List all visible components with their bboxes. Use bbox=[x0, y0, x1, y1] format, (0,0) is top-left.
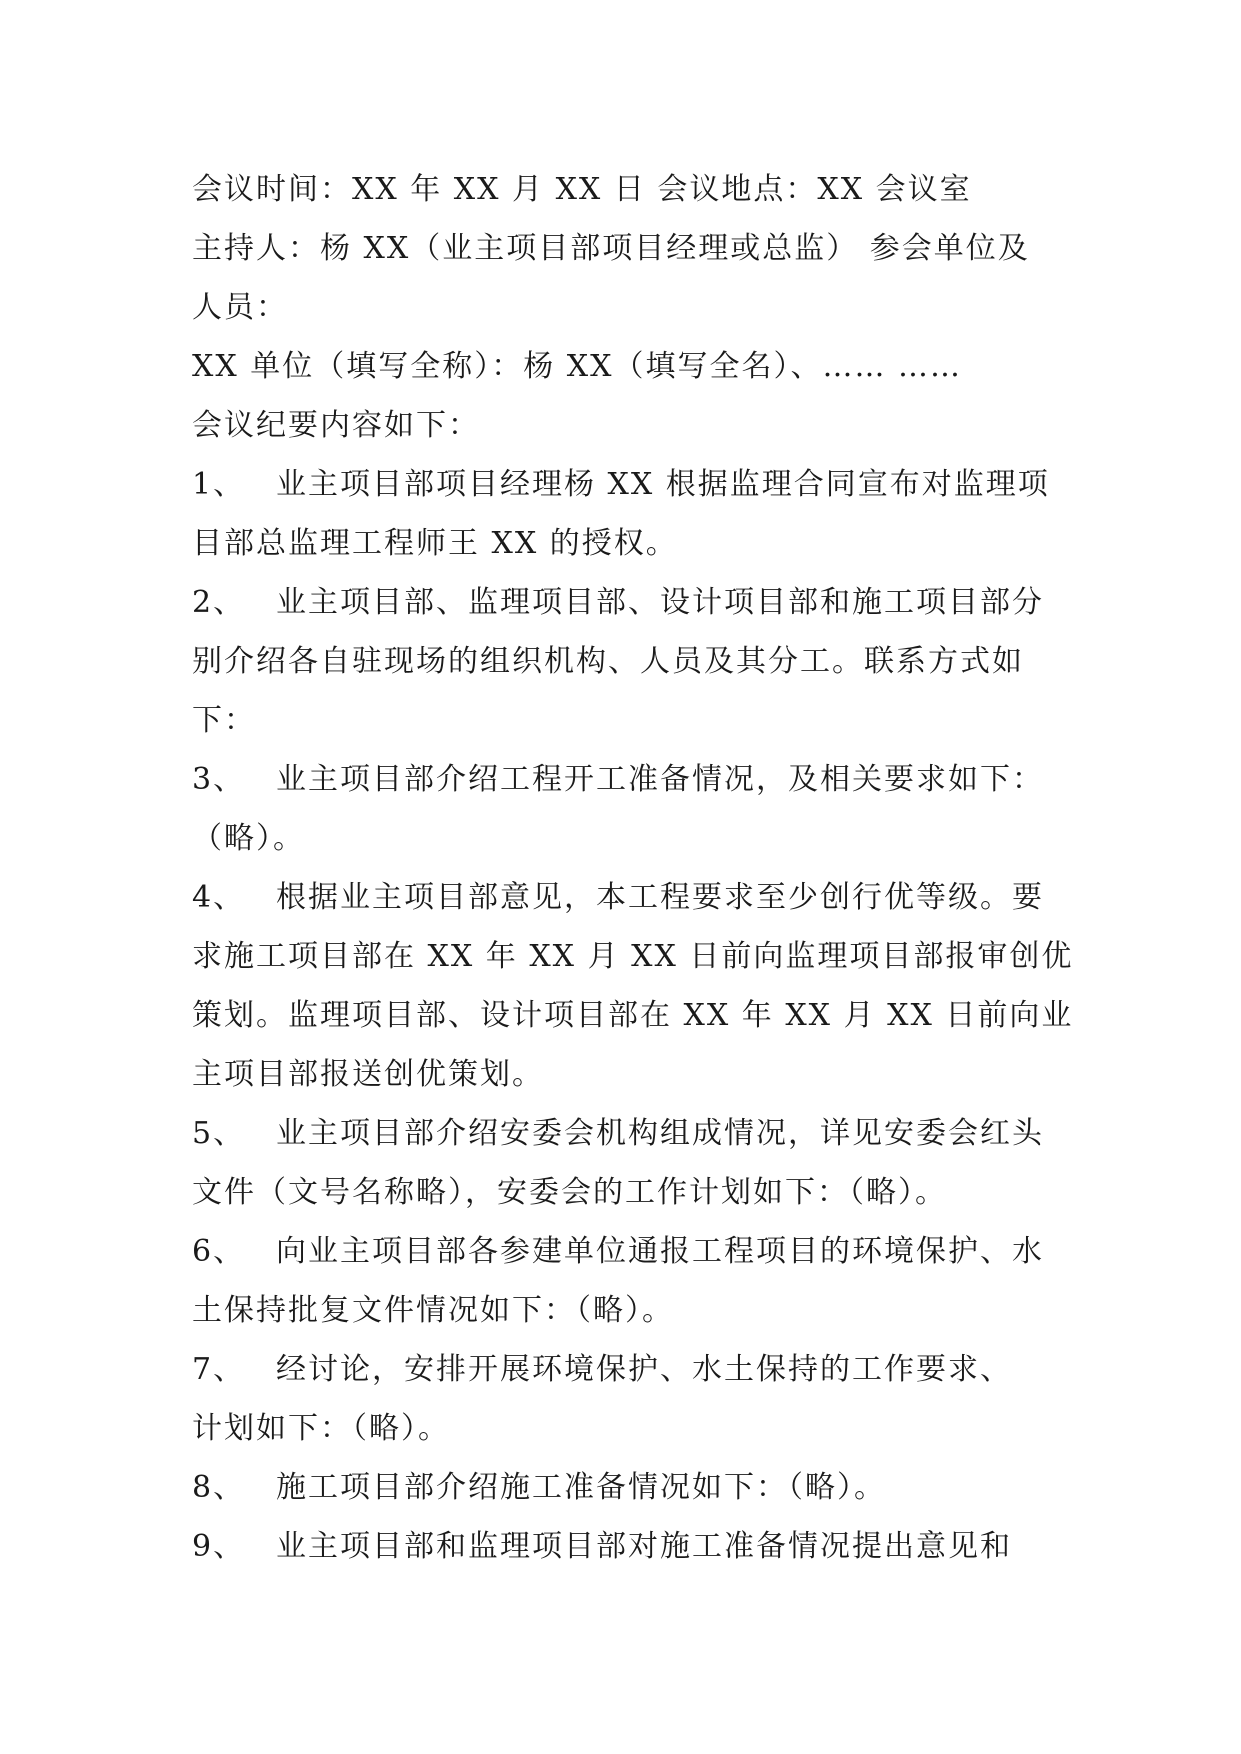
minutes-intro-line: 会议纪要内容如下： bbox=[192, 408, 480, 443]
meeting-time-location-line: 会议时间：XX 年 XX 月 XX 日 会议地点：XX 会议室 bbox=[192, 172, 972, 207]
item-line: 下： bbox=[192, 703, 256, 738]
minutes-item-1 bbox=[192, 455, 1062, 573]
item-number: 9、 bbox=[192, 1529, 246, 1564]
minutes-item-4 bbox=[192, 868, 1074, 1104]
minutes-item-5 bbox=[192, 1104, 1062, 1222]
item-text: 业主项目部和监理项目部对施工准备情况提出意见和 bbox=[276, 1529, 1012, 1564]
item-line: 文件（文号名称略），安委会的工作计划如下：（略）。 bbox=[192, 1175, 947, 1210]
minutes-item-9 bbox=[192, 1517, 1062, 1576]
item-line bbox=[192, 868, 1062, 927]
item-number: 1、 bbox=[192, 467, 246, 502]
host-line: 主持人：杨 XX（业主项目部项目经理或总监） 参会单位及 bbox=[192, 231, 1030, 266]
attendees-label-line: 人员： bbox=[192, 290, 288, 325]
item-number: 8、 bbox=[192, 1470, 246, 1505]
minutes-item-2 bbox=[192, 573, 1062, 750]
item-text: 施工项目部介绍施工准备情况如下：（略）。 bbox=[276, 1470, 886, 1505]
item-text: 根据业主项目部意见，本工程要求至少创行优等级。要 bbox=[276, 880, 1044, 915]
item-line: 主项目部报送创优策划。 bbox=[192, 1057, 544, 1092]
item-number: 7、 bbox=[192, 1352, 246, 1387]
item-line bbox=[192, 1517, 1062, 1576]
item-line bbox=[192, 750, 1062, 809]
item-line: 土保持批复文件情况如下：（略）。 bbox=[192, 1293, 674, 1328]
minutes-item-8 bbox=[192, 1458, 1062, 1517]
item-number: 5、 bbox=[192, 1116, 246, 1151]
item-line bbox=[192, 1458, 1062, 1517]
item-line: 计划如下：（略）。 bbox=[192, 1411, 450, 1446]
item-number: 3、 bbox=[192, 762, 246, 797]
item-line: （略）。 bbox=[192, 821, 305, 856]
minutes-item-6 bbox=[192, 1222, 1062, 1340]
item-line: 策划。监理项目部、设计项目部在 XX 年 XX 月 XX 日前向业 bbox=[192, 998, 1074, 1033]
minutes-item-7 bbox=[192, 1340, 1062, 1458]
item-text: 向业主项目部各参建单位通报工程项目的环境保护、水 bbox=[276, 1234, 1044, 1269]
attendee-unit-line: XX 单位（填写全称）：杨 XX（填写全名）、…… …… bbox=[192, 349, 963, 384]
item-line bbox=[192, 573, 1062, 632]
item-number: 6、 bbox=[192, 1234, 246, 1269]
item-line bbox=[192, 1340, 1062, 1399]
item-text: 经讨论，安排开展环境保护、水土保持的工作要求、 bbox=[276, 1352, 1012, 1387]
item-text: 业主项目部介绍工程开工准备情况，及相关要求如下： bbox=[276, 762, 1044, 797]
item-line: 别介绍各自驻现场的组织机构、人员及其分工。联系方式如 bbox=[192, 644, 1024, 679]
item-line bbox=[192, 1104, 1062, 1163]
item-line bbox=[192, 455, 1062, 514]
item-text: 业主项目部介绍安委会机构组成情况，详见安委会红头 bbox=[276, 1116, 1044, 1151]
item-number: 2、 bbox=[192, 585, 246, 620]
item-number: 4、 bbox=[192, 880, 246, 915]
meeting-minutes-body bbox=[192, 160, 1074, 1576]
item-line bbox=[192, 1222, 1062, 1281]
minutes-item-3 bbox=[192, 750, 1062, 868]
item-text: 业主项目部项目经理杨 XX 根据监理合同宣布对监理项 bbox=[276, 467, 1050, 502]
item-line: 求施工项目部在 XX 年 XX 月 XX 日前向监理项目部报审创优 bbox=[192, 939, 1074, 974]
item-text: 业主项目部、监理项目部、设计项目部和施工项目部分 bbox=[276, 585, 1044, 620]
item-line: 目部总监理工程师王 XX 的授权。 bbox=[192, 526, 678, 561]
